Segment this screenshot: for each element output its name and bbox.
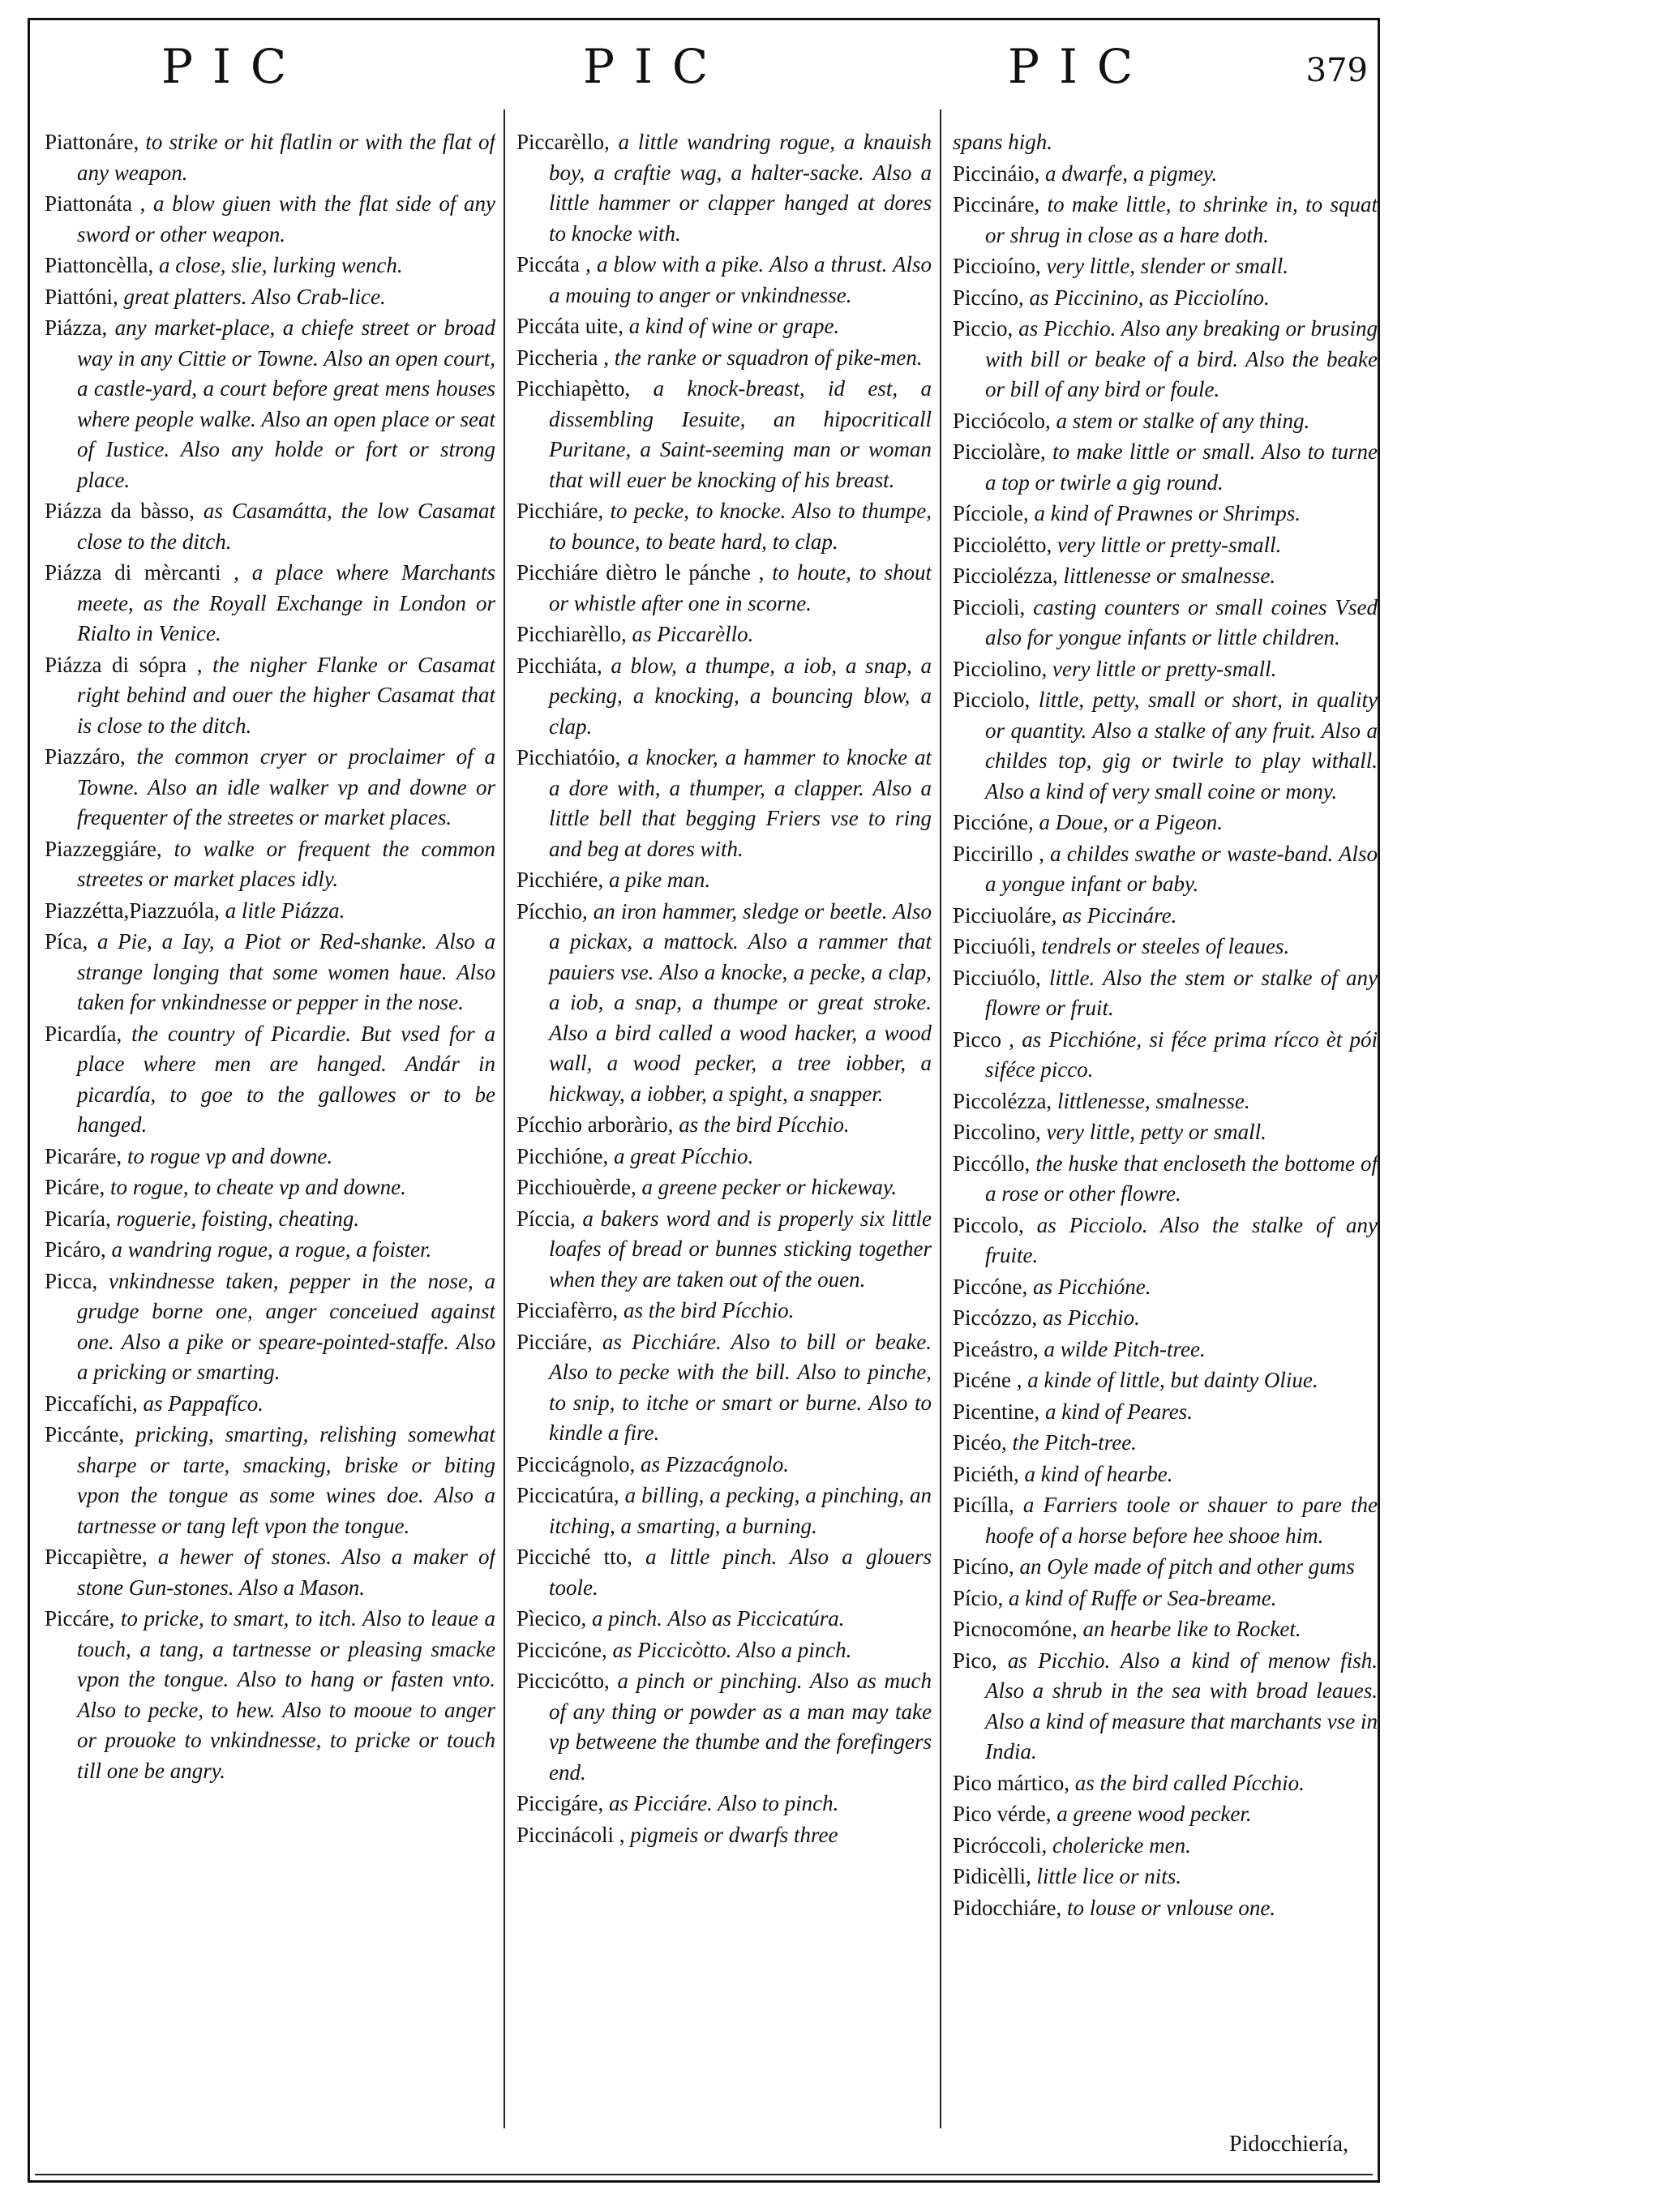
dictionary-entry (953, 1799, 1378, 1830)
entry-definition: a hewer of stones. Also a maker of stone Gun-stones. Also a Mason. (77, 1545, 495, 1600)
entry-headword: Picciolino, (953, 656, 1048, 681)
entry-definition: as Piccarèllo. (632, 622, 754, 646)
entry-definition: as the bird Pícchio. (623, 1298, 795, 1322)
dictionary-entry (516, 1172, 932, 1203)
page-number: 379 (1305, 52, 1368, 89)
entry-definition: an hearbe like to Rocket. (1082, 1617, 1301, 1641)
entry-definition: to rogue, to cheate vp and downe. (109, 1175, 406, 1199)
entry-definition: a litle Piázza. (225, 898, 345, 923)
dictionary-entry (953, 1646, 1378, 1768)
entry-headword: Piccio, (953, 316, 1014, 341)
entry-headword: Piccioíno, (953, 254, 1041, 278)
dictionary-entry (45, 189, 495, 250)
entry-definition: a close, slie, lurking wench. (158, 253, 403, 277)
dictionary-entry (953, 1614, 1378, 1645)
entry-definition: an Oyle made of pitch and other gums (1019, 1554, 1355, 1579)
dictionary-entry (516, 1789, 932, 1819)
entry-definition: as Pizzacágnolo. (640, 1451, 789, 1476)
entry-definition: a blow giuen with the flat side of any sword or other weapon. (77, 191, 495, 246)
dictionary-entry (953, 127, 1378, 158)
entry-headword: Piccafíchi, (45, 1391, 138, 1416)
entry-headword: Piccinácoli , (516, 1822, 625, 1847)
entry-headword: Picchiére, (516, 868, 604, 892)
entry-headword: Piázza da bàsso, (45, 499, 195, 523)
entry-headword: Picciafèrro, (516, 1298, 619, 1322)
dictionary-entry (516, 1204, 932, 1296)
entry-headword: Piazzeggiáre, (45, 836, 162, 861)
entry-headword: Piccicatúra, (516, 1483, 619, 1507)
entry-headword: Picciolétto, (953, 532, 1052, 557)
dictionary-entry (516, 619, 932, 650)
dictionary-entry (45, 251, 495, 281)
entry-definition: a blow, a thumpe, a iob, a snap, a pecking, a knocking, a bouncing blow, a clap. (549, 653, 932, 739)
dictionary-entry (516, 1604, 932, 1635)
entry-headword: Picéo, (953, 1430, 1007, 1455)
entry-definition: as Casamátta, the low Casamat close to the ditch. (77, 499, 495, 554)
entry-definition: a kind of Prawnes or Shrimps. (1034, 501, 1301, 525)
dictionary-entry (953, 1303, 1378, 1334)
entry-definition: spans high. (953, 130, 1053, 154)
dictionary-entry (953, 1459, 1378, 1490)
entry-headword: Picardía, (45, 1021, 122, 1046)
column-right (940, 109, 1378, 2128)
dictionary-entry (953, 283, 1378, 314)
entry-definition: a pinch. Also as Piccicatúra. (591, 1606, 845, 1631)
dictionary-entry (953, 963, 1378, 1024)
running-head-center: PIC (583, 39, 728, 94)
entry-headword: Picciócolo, (953, 408, 1051, 433)
entry-definition: a blow with a pike. Also a thrust. Also a mouing to anger or vnkindnesse. (549, 252, 932, 307)
entry-definition: little lice or nits. (1036, 1864, 1181, 1888)
dictionary-entry (953, 1490, 1378, 1551)
entry-definition: to make little, to shrinke in, to squat or shrug in close as a hare doth. (985, 192, 1378, 247)
dictionary-entry (516, 1110, 932, 1141)
dictionary-entry (45, 282, 495, 313)
entry-headword: Picáro, (45, 1237, 106, 1262)
entry-headword: Pico vérde, (953, 1802, 1052, 1826)
entry-definition: the Pitch-tree. (1012, 1430, 1137, 1455)
entry-definition: an iron hammer, sledge or beetle. Also a pickax, a mattock. Also a rammer that pauiers vse. Also a knocke, a pecke, a clap, a iob, a snap, a thumpe or great stroke. Also a bird called a wood hacker, a wood wall, a wood pecker, a tree iobber, a hickway, a iobber, a spight, a snapper. (549, 898, 932, 1106)
dictionary-entry (45, 313, 495, 495)
dictionary-entry (45, 1172, 495, 1203)
dictionary-entry (516, 743, 932, 864)
dictionary-entry (953, 1117, 1378, 1148)
entry-definition: a billing, a pecking, a pinching, an itching, a smarting, a burning. (549, 1483, 932, 1538)
running-header (30, 20, 1378, 109)
entry-headword: Picchiáre, (516, 499, 604, 523)
entry-definition: a childes swathe or waste-band. Also a yongue infant or baby. (985, 841, 1378, 896)
entry-definition: great platters. Also Crab-lice. (123, 284, 386, 309)
entry-headword: Picaráre, (45, 1143, 122, 1168)
dictionary-entry (516, 1142, 932, 1172)
dictionary-entry (516, 865, 932, 896)
entry-headword: Picco , (953, 1026, 1014, 1052)
entry-definition: a wilde Pitch-tree. (1044, 1336, 1206, 1361)
entry-definition: a stem or stalke of any thing. (1056, 408, 1310, 433)
entry-headword: Piccicágnolo, (516, 1451, 636, 1476)
entry-definition: a greene wood pecker. (1056, 1802, 1252, 1826)
entry-definition: the ranke or squadron of pike-men. (614, 345, 923, 370)
entry-headword: Piccáre, (45, 1606, 115, 1631)
entry-definition: cholericke men. (1052, 1832, 1191, 1858)
catchword: Pidocchiería, (1229, 2132, 1348, 2157)
dictionary-entry (953, 314, 1378, 405)
entry-definition: as Piccicòtto. Also a pinch. (612, 1637, 852, 1662)
entry-headword: Pìecico, (516, 1606, 587, 1631)
entry-definition: the common cryer or proclaimer of a Towne. Also an idle walker vp and downe or frequenter of the streetes or market places. (77, 744, 495, 829)
entry-headword: Picciuoláre, (953, 902, 1057, 928)
dictionary-entry (45, 896, 495, 927)
dictionary-entry (45, 1142, 495, 1172)
entry-definition: a Farriers toole or shauer to pare the hoofe of a horse before hee shooe him. (985, 1493, 1378, 1548)
entry-definition: littlenesse, smalnesse. (1056, 1088, 1250, 1113)
entry-headword: Pico, (953, 1648, 997, 1673)
dictionary-entry (45, 1389, 495, 1420)
dictionary-entry (953, 901, 1378, 932)
entry-definition: very little, slender or small. (1046, 254, 1288, 278)
dictionary-entry (953, 1397, 1378, 1428)
entry-headword: Piázza di sópra , (45, 652, 203, 677)
dictionary-entry (45, 1204, 495, 1235)
dictionary-entry (953, 499, 1378, 529)
entry-definition: a great Pícchio. (613, 1143, 754, 1168)
entry-headword: Pícciole, (953, 501, 1029, 525)
entry-headword: Picróccoli, (953, 1832, 1048, 1858)
dictionary-entry (45, 558, 495, 649)
running-head-right: PIC (1008, 39, 1153, 94)
entry-headword: Piccináre, (953, 192, 1040, 216)
entry-headword: Pico mártico, (953, 1770, 1069, 1795)
dictionary-entry (516, 1542, 932, 1603)
dictionary-entry (953, 1272, 1378, 1303)
entry-headword: Picciáre, (516, 1329, 593, 1354)
entry-definition: to pecke, to knocke. Also to thumpe, to bounce, to beate hard, to clap. (549, 499, 932, 554)
entry-headword: Piccíno, (953, 285, 1024, 310)
dictionary-entry (45, 834, 495, 895)
entry-definition: a kind of Peares. (1044, 1399, 1193, 1424)
entry-headword: Picchióne, (516, 1143, 609, 1168)
dictionary-entry (516, 250, 932, 311)
entry-headword: Piccheria , (516, 345, 609, 370)
entry-headword: Picciuóli, (953, 934, 1036, 958)
entry-definition: a pinch or pinching. Also as much of any thing or powder as a man may take vp betweene the thumbe and the forefingers end. (549, 1669, 932, 1785)
entry-headword: Piccináio, (953, 161, 1040, 186)
entry-definition: as Picciolo. Also the stalke of any fruite. (985, 1212, 1378, 1267)
entry-headword: Piccapiètre, (45, 1545, 148, 1569)
dictionary-entry (45, 1604, 495, 1786)
dictionary-entry (953, 654, 1378, 685)
entry-headword: Picchiatóio, (516, 745, 621, 769)
dictionary-entry (953, 1335, 1378, 1365)
dictionary-entry (953, 1831, 1378, 1862)
dictionary-entry (953, 251, 1378, 282)
dictionary-entry (516, 651, 932, 743)
entry-definition: to louse or vnlouse one. (1066, 1895, 1276, 1920)
entry-headword: Picílla, (953, 1493, 1014, 1517)
dictionary-entry (953, 1428, 1378, 1459)
dictionary-entry (953, 561, 1378, 592)
entry-definition: little. Also the stem or stalke of any flowre or fruit. (985, 965, 1378, 1020)
dictionary-entry (516, 1296, 932, 1326)
entry-definition: vnkindnesse taken, pepper in the nose, a grudge borne one, anger conceiued against one. Also a pike or speare-pointed-staffe. Also a pricking or smarting. (77, 1268, 495, 1384)
entry-headword: Picchiáta, (516, 653, 602, 678)
dictionary-entry (45, 496, 495, 557)
entry-headword: Piccózzo, (953, 1305, 1038, 1330)
entry-definition: a knocker, a hammer to knocke at a dore with, a thumper, a clapper. Also a little bell that begging Friers vse to ring and beg at dores with. (549, 745, 932, 861)
dictionary-entry (953, 190, 1378, 251)
entry-headword: Piazzáro, (45, 744, 126, 769)
entry-definition: a dwarfe, a pigmey. (1044, 161, 1218, 186)
entry-headword: Picchiáre diètro le pánche , (516, 560, 765, 585)
dictionary-entry (516, 897, 932, 1110)
entry-definition: a Pie, a Iay, a Piot or Red-shanke. Also a strange longing that some women haue. Also taken for vnkindnesse or pepper in the nose. (77, 929, 495, 1014)
entry-definition: pricking, smarting, relishing somewhat sharpe or tarte, smacking, briske or biting vpon the tongue as some wines doe. Also a tartnesse or tang left vpon the tongue. (77, 1422, 495, 1538)
entry-headword: Picciché tto, (516, 1545, 632, 1569)
entry-headword: Piccóne, (953, 1274, 1028, 1299)
entry-definition: a kind of Ruffe or Sea-breame. (1009, 1585, 1277, 1610)
entry-definition: very little, petty or small. (1046, 1120, 1266, 1144)
entry-headword: Piccigáre, (516, 1791, 604, 1815)
dictionary-entry (953, 1552, 1378, 1583)
dictionary-entry (953, 1862, 1378, 1892)
dictionary-entry (953, 808, 1378, 838)
dictionary-entry (516, 1820, 932, 1851)
entry-headword: Piattonáta , (45, 191, 146, 216)
dictionary-entry (953, 1893, 1378, 1924)
entry-headword: Piccarèllo, (516, 130, 610, 154)
dictionary-entry (953, 1365, 1378, 1396)
entry-definition: a little pinch. Also a glouers toole. (549, 1545, 932, 1600)
entry-definition: to make little or small. Also to turne a top or twirle a gig round. (985, 439, 1378, 495)
dictionary-entry (953, 1086, 1378, 1117)
entry-headword: Pidocchiáre, (953, 1895, 1062, 1920)
entry-headword: Picchiapètto, (516, 376, 631, 401)
dictionary-entry (953, 839, 1378, 900)
dictionary-entry (516, 311, 932, 342)
entry-definition: a pike man. (608, 868, 711, 892)
entry-definition: as Piccinino, as Picciolíno. (1029, 285, 1270, 310)
dictionary-entry (953, 159, 1378, 190)
dictionary-entry (45, 1266, 495, 1388)
entry-headword: Picciolàre, (953, 439, 1046, 464)
dictionary-entry (953, 1583, 1378, 1614)
entry-definition: a wandring rogue, a rogue, a foister. (111, 1237, 432, 1262)
entry-definition: tendrels or steeles of leaues. (1041, 934, 1290, 958)
entry-headword: Piattóni, (45, 284, 118, 309)
dictionary-entry (45, 742, 495, 834)
entry-headword: Picchiouèrde, (516, 1175, 636, 1199)
entry-definition: the nigher Flanke or Casamat right behind and ouer the higher Casamat that is close to the ditch. (77, 652, 495, 738)
entry-headword: Piattonáre, (45, 130, 139, 154)
entry-definition: as Pappafíco. (143, 1391, 264, 1416)
dictionary-entry (45, 1019, 495, 1141)
entry-headword: Piccóllo, (953, 1151, 1031, 1176)
entry-headword: Piázza di mèrcanti , (45, 560, 239, 585)
entry-definition: a greene pecker or hickeway. (641, 1175, 898, 1199)
dictionary-entry (516, 127, 932, 249)
entry-definition: as Picchióne. (1032, 1274, 1151, 1299)
entry-headword: Piciéth, (953, 1461, 1019, 1486)
entry-headword: Piccirillo , (953, 841, 1044, 866)
entry-definition: as Picchio. (1042, 1305, 1140, 1330)
entry-definition: a kind of hearbe. (1024, 1461, 1173, 1486)
dictionary-entry (953, 685, 1378, 807)
entry-headword: Píccia, (516, 1206, 576, 1231)
entry-definition: pigmeis or dwarfs three (630, 1822, 838, 1847)
dictionary-entry (45, 1235, 495, 1266)
entry-definition: to strike or hit flatlin or with the flat of any weapon. (77, 130, 495, 185)
entry-definition: to houte, to shout or whistle after one in scorne. (549, 560, 932, 615)
entry-definition: very little or pretty-small. (1052, 656, 1277, 681)
dictionary-entry (516, 1481, 932, 1541)
bottom-rule (35, 2174, 1373, 2175)
entry-headword: Piccáta uite, (516, 314, 624, 338)
dictionary-entry (45, 1420, 495, 1541)
entry-definition: the huske that encloseth the bottome of a rose or other flowre. (985, 1151, 1378, 1206)
entry-headword: Picaría, (45, 1206, 111, 1231)
entry-headword: Pício, (953, 1585, 1004, 1610)
entry-headword: Picentine, (953, 1399, 1040, 1424)
entry-definition: as Picchio. Also any breaking or brusing with bill or beake of a bird. Also the beake or bill of any bird or foule. (985, 316, 1378, 401)
entry-definition: as the bird Pícchio. (679, 1112, 850, 1137)
entry-headword: Pícchio arboràrio, (516, 1112, 674, 1137)
entry-headword: Piccolézza, (953, 1088, 1052, 1113)
dictionary-entry (45, 650, 495, 742)
entry-headword: Picciolo, (953, 688, 1031, 712)
dictionary-entry (953, 932, 1378, 962)
entry-headword: Piccánte, (45, 1422, 125, 1446)
entry-headword: Piázza, (45, 315, 108, 340)
entry-definition: very little or pretty-small. (1056, 532, 1282, 557)
entry-definition: casting counters or small coines Vsed also for yongue infants or little children. (985, 594, 1378, 649)
entry-headword: Piccicóne, (516, 1637, 607, 1662)
dictionary-entry (45, 127, 495, 188)
entry-definition: a bakers word and is properly six little loafes of bread or bunnes sticking together when they are taken out of the ouen. (549, 1206, 932, 1292)
entry-headword: Picciolézza, (953, 564, 1058, 588)
entry-headword: Picnocomóne, (953, 1617, 1078, 1641)
entry-definition: as Picchióne, si féce prima rícco èt pói siféce picco. (985, 1026, 1378, 1082)
entry-headword: Piccicótto, (516, 1669, 610, 1693)
dictionary-entry (516, 343, 932, 374)
dictionary-entry (516, 496, 932, 557)
dictionary-entry (516, 374, 932, 495)
column-middle (504, 109, 932, 2128)
entry-headword: Picca, (45, 1268, 98, 1293)
dictionary-entry (953, 1149, 1378, 1210)
dictionary-entry (953, 1211, 1378, 1271)
dictionary-entry (45, 927, 495, 1018)
dictionary-entry (516, 1666, 932, 1788)
dictionary-entry (953, 530, 1378, 561)
running-head-left: PIC (161, 39, 306, 94)
entry-headword: Piazzétta,Piazzuóla, (45, 898, 220, 923)
entry-headword: Picchiarèllo, (516, 622, 627, 646)
entry-definition: a little wandring rogue, a knauish boy, a craftie wag, a halter-sacke. Also a little hammer or clapper hanged at dores to knocke with. (549, 130, 932, 246)
entry-headword: Píca, (45, 929, 88, 954)
entry-definition: as the bird called Pícchio. (1074, 1770, 1305, 1795)
dictionary-entry (953, 437, 1378, 498)
entry-headword: Picéne , (953, 1368, 1022, 1392)
entry-definition: as Picciáre. Also to pinch. (608, 1791, 839, 1815)
entry-definition: the country of Picardie. But vsed for a place where men are hanged. Andár in picardía, to goe to the gallowes or to be hanged. (77, 1021, 495, 1137)
entry-definition: a Doue, or a Pigeon. (1039, 810, 1223, 834)
entry-headword: Piccáta , (516, 252, 591, 276)
dictionary-entry (516, 1450, 932, 1481)
dictionary-entry (953, 593, 1378, 654)
entry-headword: Piccióne, (953, 810, 1034, 834)
dictionary-entry (516, 1635, 932, 1666)
entry-definition: as Piccináre. (1061, 902, 1177, 928)
dictionary-entry (516, 558, 932, 619)
entry-definition: to rogue vp and downe. (126, 1143, 333, 1168)
dictionary-entry (45, 1542, 495, 1603)
entry-headword: Picíno, (953, 1554, 1014, 1579)
entry-headword: Pidicèlli, (953, 1864, 1031, 1888)
entry-headword: Piccolo, (953, 1212, 1024, 1237)
entry-definition: a knock-breast, id est, a dissembling Iesuite, an hipocriticall Puritane, a Saint-seeming man or woman that will euer be knocking of his breast. (549, 376, 932, 492)
entry-definition: a place where Marchants meete, as the Royall Exchange in London or Rialto in Venice. (77, 560, 495, 645)
dictionary-entry (516, 1327, 932, 1449)
entry-definition: any market-place, a chiefe street or broad way in any Cittie or Towne. Also an open court, a castle-yard, a court before great mens houses where people walke. Also an open place or seat of Iustice. Also any holde or fort or strong place. (77, 315, 495, 492)
entry-columns (30, 109, 1378, 2128)
entry-definition: a kinde of little, but dainty Oliue. (1027, 1368, 1318, 1392)
entry-definition: to walke or frequent the common streetes or market places idly. (77, 836, 495, 891)
dictionary-entry (953, 1025, 1378, 1086)
entry-definition: roguerie, foisting, cheating. (116, 1206, 360, 1231)
entry-headword: Picáre, (45, 1175, 105, 1199)
entry-definition: to pricke, to smart, to itch. Also to leaue a touch, a tang, a tartnesse or pleasing smacke vpon the tongue. Also to hang or fasten vnto. Also to pecke, to hew. Also to mooue to anger or prouoke to vnkindnesse, to pricke or touch till one be angry. (77, 1606, 495, 1783)
dictionary-entry (953, 406, 1378, 437)
dictionary-entry (953, 1768, 1378, 1799)
dictionary-page (28, 18, 1380, 2183)
entry-definition: as Picchio. Also a kind of menow fish. Also a shrub in the sea with broad leaues. Also a kind of measure that marchants vse in India. (985, 1648, 1378, 1763)
entry-headword: Piceástro, (953, 1336, 1039, 1361)
entry-headword: Piattoncèlla, (45, 253, 154, 277)
entry-headword: Picciuólo, (953, 965, 1041, 990)
column-left (45, 109, 495, 2128)
entry-headword: Piccolino, (953, 1120, 1041, 1144)
entry-headword: Piccioli, (953, 594, 1026, 619)
entry-definition: littlenesse or smalnesse. (1063, 564, 1276, 588)
entry-definition: a kind of wine or grape. (628, 314, 840, 338)
entry-definition: as Picchiáre. Also to bill or beake. Also to pecke with the bill. Also to pinche, to snip, to itche or smart or burne. Also to kindle a fire. (549, 1329, 932, 1445)
entry-definition: little, petty, small or short, in quality or quantity. Also a stalke of any fruit. Also a childes top, gig or twirle to play withall. Also a kind of very small coine or mony. (985, 688, 1378, 804)
entry-headword: Pícchio, (516, 898, 588, 924)
